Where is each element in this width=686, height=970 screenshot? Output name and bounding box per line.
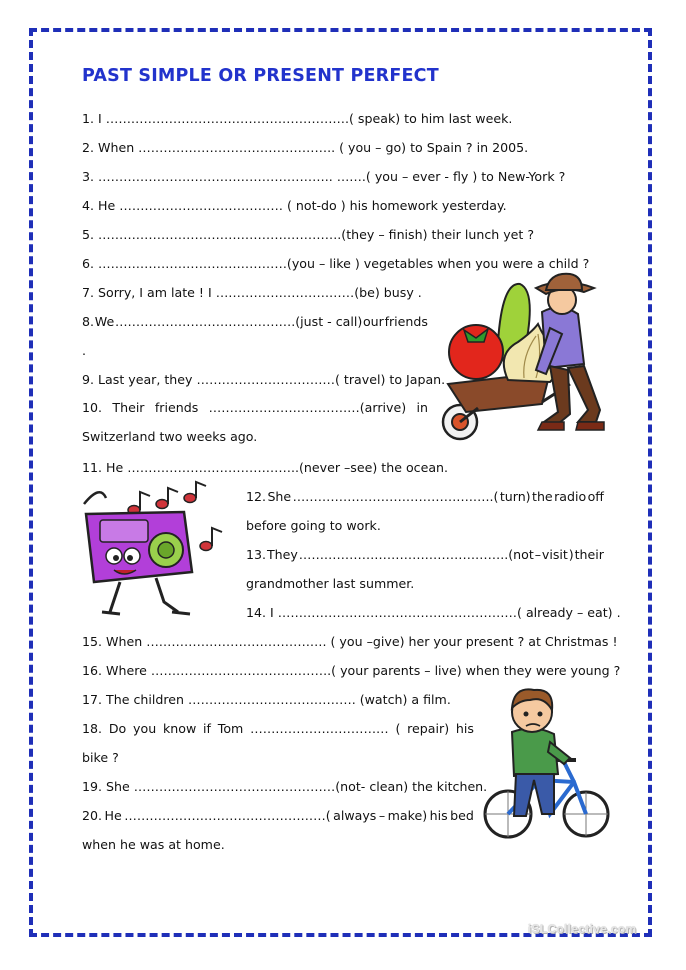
boy-bicycle-illustration bbox=[484, 684, 610, 852]
sentence-4: 4. He ………………………………… ( not-do ) his homework yesterday. bbox=[82, 198, 507, 213]
sentence-7: 7. Sorry, I am late ! I ……………………………(be) busy . bbox=[82, 285, 422, 300]
sentence-12-end: before going to work. bbox=[246, 518, 381, 533]
sentence-15: 15. When ……………………………………. ( you –give) her your present ? at Christmas ! bbox=[82, 634, 618, 649]
sentence-3: 3. ……………………………………………….. …….( you – ever - fly ) to New-York ? bbox=[82, 169, 566, 184]
sentence-17: 17. The children …………………………………. (watch) a film. bbox=[82, 692, 451, 707]
sentence-8: 8. We …………………………………….(just - call) our friends bbox=[82, 314, 428, 329]
sentence-5: 5. ………………………………………………….(they – finish) their lunch yet ? bbox=[82, 227, 535, 242]
sentence-13: 13. They …………………………………………..(not – visit ) their bbox=[246, 547, 604, 562]
sentence-2: 2. When ……………………………………….. ( you – go) to Spain ? in 2005. bbox=[82, 140, 529, 155]
farmer-wheelbarrow-illustration bbox=[438, 272, 608, 452]
page-title: PAST SIMPLE OR PRESENT PERFECT bbox=[82, 66, 439, 86]
sentence-19: 19. She …………………………………………(not- clean) the kitchen. bbox=[82, 779, 488, 794]
sentence-10: 10. Their friends ………………………………(arrive) in bbox=[82, 400, 428, 415]
sentence-11: 11. He …………………………………..(never –see) the ocean. bbox=[82, 460, 449, 475]
site-watermark: iSLCollective.com bbox=[528, 922, 637, 936]
sentence-20: 20. He …………………………………………( always – make) his bed bbox=[82, 808, 474, 823]
sentence-16: 16. Where …………………………………….( your parents – live) when they were young ? bbox=[82, 663, 621, 678]
sentence-8-end: . bbox=[82, 343, 87, 358]
sentence-18: 18. Do you know if Tom …………………………… ( repair) his bbox=[82, 721, 474, 736]
sentence-9: 9. Last year, they ……………………………( travel) to Japan. bbox=[82, 372, 446, 387]
sentence-20-end: when he was at home. bbox=[82, 837, 225, 852]
sentence-13-end: grandmother last summer. bbox=[246, 576, 415, 591]
sentence-10-end: Switzerland two weeks ago. bbox=[82, 429, 258, 444]
sentence-1: 1. I ………………………………………………….( speak) to him last week. bbox=[82, 111, 513, 126]
sentence-12: 12. She …………………………………….…..( turn) the radio off bbox=[246, 489, 604, 504]
sentence-18-end: bike ? bbox=[82, 750, 119, 765]
sentence-6: 6. ………………………………………(you – like ) vegetables when you were a child ? bbox=[82, 256, 590, 271]
sentence-14: 14. I …………………………………………………( already – eat) . bbox=[246, 605, 621, 620]
radio-illustration bbox=[80, 484, 230, 620]
